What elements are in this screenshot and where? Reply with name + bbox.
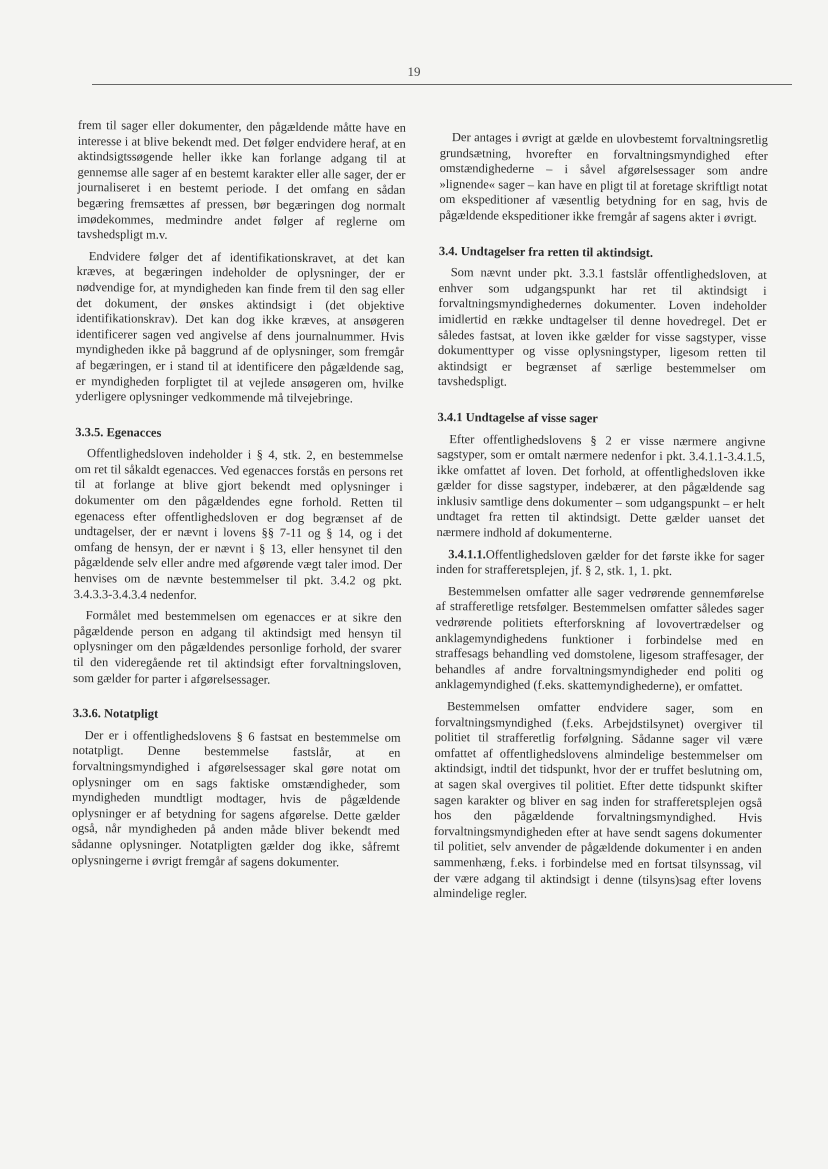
paragraph: Efter offentlighedslovens § 2 er visse nærmere angivne sagstyper, som er omtalt nærmere nedenfor i pkt. 3.4.1.1-3.4.1.5, ikke omfattet af loven. Det forhold, at offentlighedsloven ikke gælder for disse sagstyper, indebærer, at den pågældende sag inklusiv samtlige dens dokumenter – som udgangspunkt – er helt undtaget fra retten til aktindsigt. Dette gælder uanset det nærmere indhold af dokumenterne. (436, 431, 766, 541)
paragraph: Der antages i øvrigt at gælde en ulovbestemt forvaltningsretlig grundsætning, hvorefter en forvaltningsmyndighed efter omstændighederne – i såvel afgørelsessager som andre »lignende« sager – kan have en pligt til at foretage skriftligt notat om ekspeditioner af væsentlig betydning for en sag, hvis de pågældende ekspeditioner ikke fremgår af sagens akter i øvrigt. (439, 130, 768, 225)
paragraph: Som nævnt under pkt. 3.3.1 fastslår offentlighedsloven, at enhver som udgangspunkt har ret til aktindsigt i forvaltningsmyndighedernes dokumenter. Loven indeholder imidlertid en række undtagelser til denne hovedregel. Det er således fastsat, at loven ikke gælder for visse sagstyper, visse dokumenttyper og visse oplysningstyper, ligesom retten til aktindsigt er begrænset af særlige bestemmelser om tavshedspligt. (437, 265, 767, 389)
header-rule (92, 84, 792, 85)
paragraph: Der er i offentlighedslovens § 6 fastsat en bestemmelse om notatpligt. Denne bestemmelse fastslår, at en forvaltningsmyndighed i afgørelsessager skal gøre notat om oplysninger om en sags faktiske omstændigheder, som myndigheden mundtligt modtager, hvis de pågældende oplysninger er af betydning for sagens afgørelse. Dette gælder også, når myndigheden på anden måde bliver bekendt med sådanne oplysninger. Notatpligten gælder dog ikke, såfremt oplysningerne i øvrigt fremgår af sagens dokumenter. (71, 727, 401, 869)
paragraph: Formålet med bestemmelsen om egenacces er at sikre den pågældende person en adgang til aktindsigt med hensyn til oplysninger om den pågældendes personlige forhold, der svarer til den videregående ret til aktindsigt efter forvaltningsloven, som gælder for parter i afgørelsessager. (73, 608, 402, 687)
section-heading-3-3-5: 3.3.5. Egenacces (75, 424, 162, 440)
paragraph: Bestemmelsen omfatter endvidere sager, som en forvaltningsmyndighed (f.eks. Arbejdstilsynet) overgiver til politiet til strafferetlig forfølgning. Sådanne sager vil være omfattet af offentlighedslovens almindelige bestemmelser om aktindsigt, indtil det tidspunkt, hvor der er truffet beslutning om, at sagen skal overgives til politiet. Efter dette tidspunkt skifter sagen karakter og bliver en sag inden for strafferetsplejen også hos den pågældende forvaltningsmyndighed. Hvis forvaltningsmyndigheden efter at have sendt sagens dokumenter til politiet, selv anvender de pågældende dokumenter i en anden sammenhæng, f.eks. i forbindelse med en fortsat tilsynssag, vil der være adgang til aktindsigt i denne (tilsyns)sag efter lovens almindelige regler. (433, 699, 764, 901)
paragraph: Bestemmelsen omfatter alle sager vedrørende gennemførelse af strafferetlige retsfølger. Bestemmelsen omfatter således sager vedrørende politiets efterforskning af lovovertrædelser og anklagemyndighedens funktioner i forbindelse med en straffesags behandling ved domstolene, ligesom straffesager, der behandles af andre forvaltningsmyndigheder end politi og anklagemyndighed (f.eks. skattemyndighederne), er omfattet. (435, 583, 765, 695)
section-heading-3-4-1: 3.4.1 Undtagelse af visse sager (437, 409, 598, 426)
paragraph-3-4-1-1 (436, 547, 764, 581)
section-heading-3-3-6: 3.3.6. Notatpligt (72, 706, 159, 721)
paragraph: Endvidere følger det af identifikationskravet, at det kan kræves, at begæringen indeholder de oplysninger, der er nødvendige for, at myndigheden kan finde frem til den sag eller det dokument, der ønskes aktindsigt i (det objektive identifikationskrav). Det kan dog ikke kræves, at ansøgeren identificerer sagen ved angivelse af dens journalnummer. Hvis myndigheden ikke på baggrund af de oplysninger, som fremgår af begæringen, er i stand til at identificere den pågældende sag, er myndigheden forpligtet til at vejlede ansøgeren om, hvilke yderligere oplysninger vedkommende må tilvejebringe. (75, 248, 405, 406)
section-heading-3-4: 3.4. Undtagelser fra retten til aktindsigt. (438, 243, 654, 260)
right-column (433, 130, 768, 911)
paragraph: frem til sager eller dokumenter, den pågældende måtte have en interesse i at blive bekendt med. Det følger endvidere heraf, at en aktindsigtssøgende heller ikke kan forlange adgang til at gennemse alle sager af en bestemt karakter eller alle sager, der er journaliseret i en bestemt periode. I det omfang en sådan begæring fremsættes af pressen, bør begæringen dog normalt imødekommes, medmindre andet følger af reglerne om tavshedspligt m.v. (76, 118, 406, 242)
paragraph: Offentlighedsloven indeholder i § 4, stk. 2, en bestemmelse om ret til såkaldt egenacces. Ved egenacces forstås en persons ret til at forlange at blive gjort bekendt med oplysninger i dokumenter om den pågældendes egne forhold. Retten til egenacess efter offentlighedsloven er dog begrænset af de undtagelser, der er nævnt i lovens §§ 7-11 og § 14, og i det omfang de hensyn, der er nævnt i § 13, eller hensynet til den pågældende selv eller andre med afgørende vægt taler imod. Der henvises om de nævnte bestemmelser til pkt. 3.4.2 og pkt. 3.4.3.3-3.4.3.4 nedenfor. (73, 446, 404, 602)
paragraph-text: Offentlighedsloven gælder for det første ikke for sager inden for strafferetsplejen, jf. § 2, stk. 1, 1. pkt. (436, 547, 765, 579)
left-column (71, 118, 406, 877)
subsection-number: 3.4.1.1. (448, 546, 486, 562)
page-number: 19 (407, 64, 421, 79)
